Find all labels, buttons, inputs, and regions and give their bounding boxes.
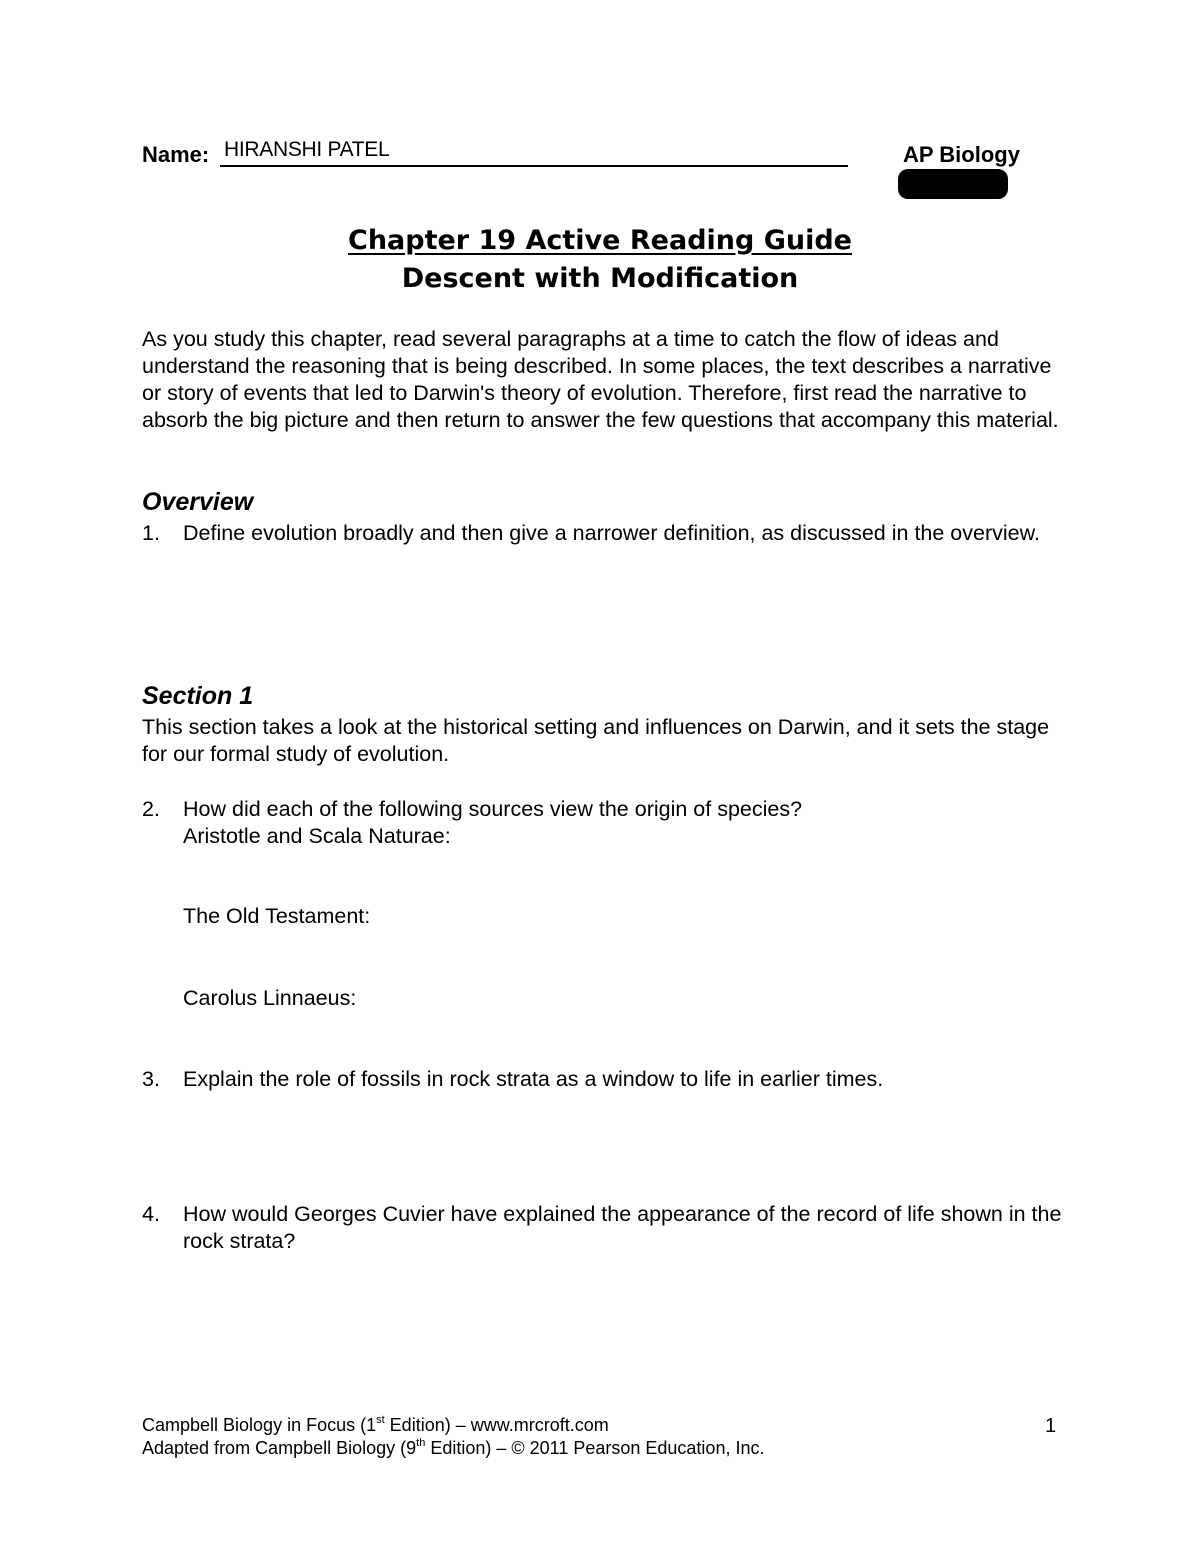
footer-line-2-superscript: th — [416, 1437, 426, 1449]
overview-heading: Overview — [142, 488, 254, 516]
document-title: Chapter 19 Active Reading Guide — [348, 225, 852, 256]
question-4-text: How would Georges Cuvier have explained the appearance of the record of life shown in the rock strata? — [183, 1202, 1062, 1253]
question-4-number: 4. — [142, 1202, 160, 1226]
question-2-aristotle: Aristotle and Scala Naturae: — [183, 824, 451, 848]
redaction-mark — [898, 169, 1008, 199]
footer-line-2 — [142, 1437, 764, 1460]
page-number: 1 — [1045, 1415, 1057, 1437]
footer-line-1-start: Campbell Biology in Focus (1 — [142, 1415, 377, 1435]
section-1-heading: Section 1 — [142, 682, 254, 710]
footer-line-1 — [142, 1414, 609, 1437]
section-1-intro: This section takes a look at the historical setting and influences on Darwin, and it sets the stage for our formal study of evolution. — [142, 715, 1050, 766]
name-label: Name: — [142, 142, 210, 167]
name-field-value[interactable]: HIRANSHI PATEL — [224, 138, 390, 161]
question-1-number: 1. — [142, 521, 160, 545]
footer-line-1-superscript: st — [376, 1414, 385, 1426]
question-2-old-testament: The Old Testament: — [183, 904, 371, 928]
question-2-linnaeus: Carolus Linnaeus: — [183, 986, 357, 1010]
footer-line-2-end: Edition) – © 2011 Pearson Education, Inc. — [425, 1438, 765, 1458]
name-field-line — [220, 165, 848, 167]
question-3-number: 3. — [142, 1067, 160, 1091]
question-3-text: Explain the role of fossils in rock strata as a window to life in earlier times. — [183, 1067, 884, 1091]
footer-line-1-end: Edition) – www.mrcroft.com — [384, 1415, 609, 1435]
course-label: AP Biology — [903, 142, 1020, 167]
footer-line-2-start: Adapted from Campbell Biology (9 — [142, 1438, 417, 1458]
intro-paragraph: As you study this chapter, read several paragraphs at a time to catch the flow of ideas and understand the reasoning that is being described. In some places, the text describes a narrative or story of events that led to Darwin's theory of evolution. Therefore, first read the narrative to absorb the big picture and then return to answer the few questions that accompany this material. — [142, 327, 1059, 432]
question-1-text: Define evolution broadly and then give a narrower definition, as discussed in the overview. — [183, 521, 1040, 545]
question-2-text: How did each of the following sources view the origin of species? — [183, 797, 803, 821]
document-subtitle: Descent with Modification — [401, 263, 799, 294]
question-2-number: 2. — [142, 797, 160, 821]
